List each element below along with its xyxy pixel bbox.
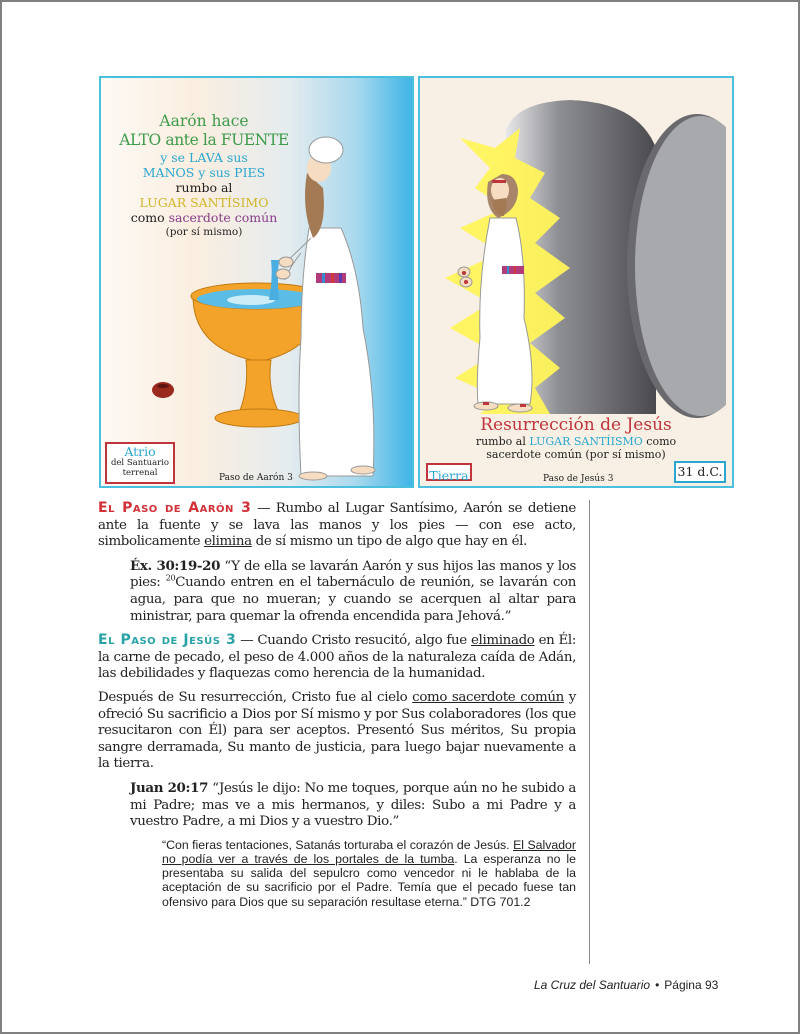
title-line: LUGAR SANTÍSIMO xyxy=(139,195,269,210)
page-footer xyxy=(534,978,718,992)
scripture-john xyxy=(130,780,576,831)
quote-dtg xyxy=(162,838,576,909)
column-divider xyxy=(589,500,590,964)
text: — Rumbo al Lugar Santísimo, Aarón se detiene ante la fuente y se lava las manos y los pies — con ese acto, simbolicamente xyxy=(98,501,576,550)
text: “Con fieras tentaciones, Satanás torturaba el corazón de Jesús. xyxy=(162,837,514,852)
separator-dot: • xyxy=(655,978,660,992)
scripture-reference: Éx. 30:19-20 xyxy=(130,557,221,574)
sacerdote-comun-text: sacerdote común xyxy=(168,210,278,225)
lugar-santisimo-text: LUGAR SANTÍISMO xyxy=(529,435,643,448)
text: de sí mismo un tipo de algo que hay en él. xyxy=(251,534,528,550)
text: en Él: la carne de pecado, el peso de 4.000 años de la naturaleza caída de Adán, las debilidades y flaquezas como herencia de la humanidad. xyxy=(98,633,577,682)
place-label-sub: terrenal xyxy=(122,468,158,478)
place-label-sub: del Santuario xyxy=(110,458,170,468)
title-line: Aarón hace xyxy=(159,112,249,130)
text: “Y de ella se lavarán Aarón y sus hijos las manos y los pies: xyxy=(130,558,577,591)
subtitle-line: sacerdote común (por sí mismo) xyxy=(486,448,666,461)
jesus-step-title xyxy=(420,415,732,461)
place-label-main: Tierra xyxy=(429,468,469,483)
aaron-step-title xyxy=(109,112,299,240)
underlined-text: elimina xyxy=(204,534,252,550)
year-label: 31 d.C. xyxy=(674,461,726,483)
section-lead-jesus: El Paso de Jesús 3 xyxy=(98,632,237,649)
underlined-text: El Salvador no podía ver a través de los portales de la tumba xyxy=(162,837,576,866)
text: — Cuando Cristo resucitó, algo fue xyxy=(236,633,471,649)
title-line xyxy=(109,210,299,225)
title-line: ALTO ante la FUENTE xyxy=(119,131,289,149)
paragraph-after-resurrection xyxy=(98,690,576,773)
como-text: como xyxy=(130,210,169,225)
page-number: Página 93 xyxy=(664,978,719,992)
title-line: y se LAVA sus xyxy=(160,150,248,165)
paragraph-aaron-step xyxy=(98,500,576,551)
illustration-jesus-step-3 xyxy=(418,76,734,488)
step-caption: Paso de Aarón 3 xyxy=(219,473,293,483)
verse-number: 20 xyxy=(165,573,176,583)
place-label-atrio xyxy=(105,442,175,484)
text: “Jesús le dijo: No me toques, porque aún no he subido a mi Padre; mas ve a mis hermanos, y diles: Subo a mi Padre y a vuestro Padre, a mi Dios y a vuestro Dio.” xyxy=(130,780,576,830)
title-line: MANOS y sus PIES xyxy=(142,165,266,180)
scripture-exodus xyxy=(130,558,576,625)
scripture-reference: Juan 20:17 xyxy=(130,779,209,796)
underlined-text: eliminado xyxy=(470,633,535,649)
resurrection-title: Resurrección de Jesús xyxy=(480,415,672,435)
underlined-text: como sacerdote común xyxy=(412,689,564,705)
subtitle-text: como xyxy=(642,435,677,448)
text: Cuando entren en el tabernáculo de reunión, se lavarán con agua, para que no mueran; y cuando se acerquen al altar para ministrar, para quemar la ofrenda encendida para Jehová.” xyxy=(130,575,576,624)
title-line: (por sí mismo) xyxy=(165,226,243,238)
step-caption: Paso de Jesús 3 xyxy=(543,474,614,484)
text: . La esperanza no le presentaba su salida del sepulcro como vencedor ni le hablaba de la aceptación de su sacrificio por el Padre. Temía que el pecado fuese tan ofensivo para Dios que su separación resultase eterna.” DTG 701.2 xyxy=(162,851,577,909)
subtitle-line xyxy=(420,435,732,448)
text: Después de Su resurrección, Cristo fue al cielo xyxy=(98,689,413,705)
section-lead-aaron: El Paso de Aarón 3 xyxy=(98,500,252,516)
book-title: La Cruz del Santuario xyxy=(534,978,651,992)
illustration-aaron-step-3 xyxy=(99,76,414,488)
place-label-tierra xyxy=(426,463,472,481)
body-text xyxy=(98,500,576,909)
water-stream-icon xyxy=(269,260,279,300)
paragraph-jesus-step xyxy=(98,632,576,683)
text: y ofreció Su sacrificio a Dios por Sí mismo y por Sus colaboradores (los que resucitaron con Él) para ser aceptos. Presentó Sus méritos, Su propia sangre derramada, Su manto de justicia, para luego bajar nuevamente a la tierra. xyxy=(98,689,576,772)
place-label-main: Atrio xyxy=(124,444,156,459)
title-line: rumbo al xyxy=(175,180,233,195)
subtitle-text: rumbo al xyxy=(475,435,530,448)
